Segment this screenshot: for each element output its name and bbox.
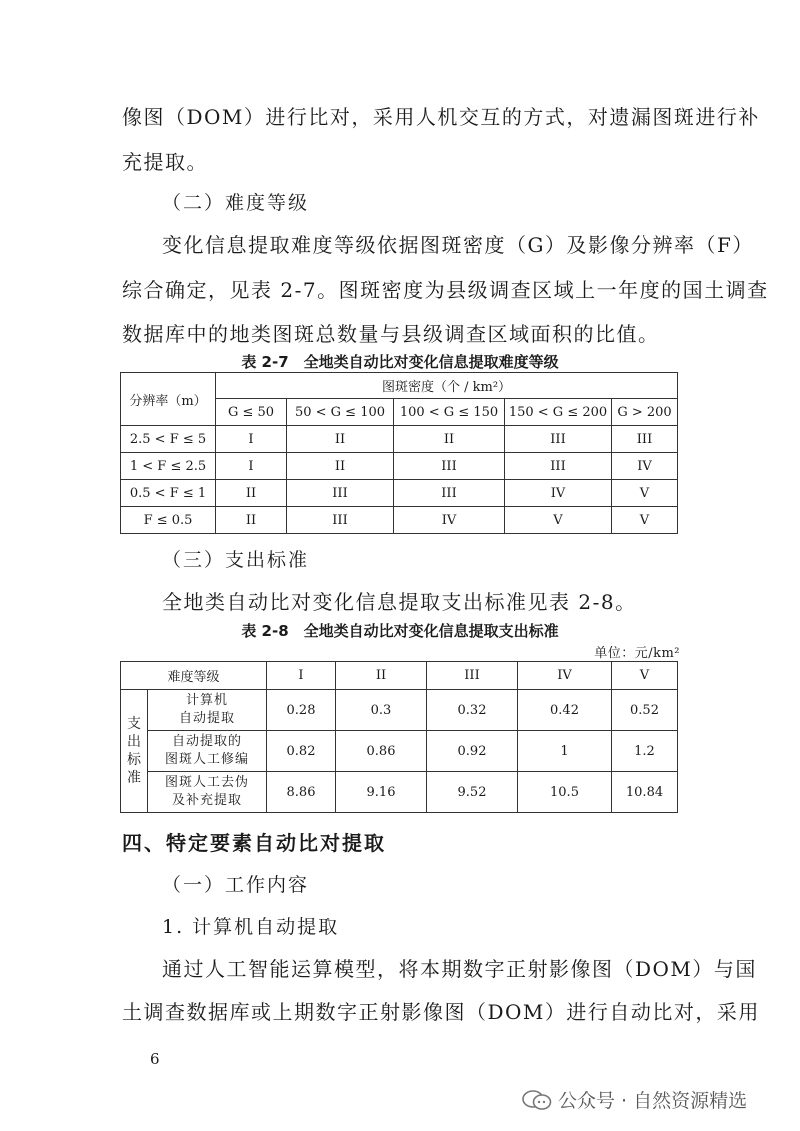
row-label-line: 自动提取的	[171, 734, 242, 749]
watermark-text: 公众号 · 自然资源精选	[558, 1090, 748, 1112]
table-row	[121, 507, 678, 534]
table-cell: 9.52	[427, 772, 518, 813]
table-row	[121, 453, 678, 480]
table-cell: III	[505, 426, 612, 453]
table-cell: III	[612, 426, 678, 453]
table-cell: 8.86	[267, 772, 336, 813]
table-row	[121, 690, 678, 731]
table-cell: V	[612, 480, 678, 507]
column-header: 50 < G ≤ 100	[287, 399, 394, 426]
table-row	[121, 480, 678, 507]
table-cell: 0.32	[427, 690, 518, 731]
table-cell: 0.28	[267, 690, 336, 731]
paragraph-line: 全地类自动比对变化信息提取支出标准见表 2-8。	[162, 590, 637, 614]
table-cell: I	[216, 453, 287, 480]
table-cell: II	[216, 480, 287, 507]
group-label-char: 标	[127, 752, 141, 768]
row-label: 2.5 < F ≤ 5	[121, 426, 216, 453]
column-header: I	[267, 662, 336, 690]
table-cell: 0.92	[427, 731, 518, 772]
table-cell: 0.52	[612, 690, 678, 731]
paragraph-line: 充提取。	[122, 150, 208, 174]
table-cell: 0.3	[336, 690, 427, 731]
difficulty-level-table	[120, 372, 678, 534]
group-label-char: 准	[127, 770, 141, 786]
column-group-density: 图斑密度（个 / km²）	[216, 373, 678, 399]
column-header: 100 < G ≤ 150	[394, 399, 505, 426]
paragraph-line: 土调查数据库或上期数字正射影像图（DOM）进行自动比对，采用	[122, 1000, 760, 1024]
table-cell: II	[287, 453, 394, 480]
section-heading-standard: （三）支出标准	[162, 549, 310, 571]
paragraph-line: 综合确定，见表 2-7。图斑密度为县级调查区域上一年度的国土调查	[122, 278, 769, 302]
table-cell: III	[287, 507, 394, 534]
table-cell: 0.82	[267, 731, 336, 772]
column-header: V	[612, 662, 678, 690]
chat-bubble-icon	[522, 1089, 552, 1111]
table-cell: IV	[612, 453, 678, 480]
row-label	[148, 772, 267, 813]
row-label-line: 图斑人工修编	[164, 752, 249, 767]
section-heading-work: （一）工作内容	[162, 874, 310, 896]
paragraph-line: 数据库中的地类图斑总数量与县级调查区域面积的比值。	[122, 322, 660, 346]
table-cell: 9.16	[336, 772, 427, 813]
column-header: G ≤ 50	[216, 399, 287, 426]
table-cell: 1.2	[612, 731, 678, 772]
table-row	[121, 731, 678, 772]
table-cell: III	[287, 480, 394, 507]
column-header: G > 200	[612, 399, 678, 426]
table-cell: I	[216, 426, 287, 453]
row-label: 1 < F ≤ 2.5	[121, 453, 216, 480]
section-heading-difficulty: （二）难度等级	[162, 192, 310, 214]
table-cell: 0.42	[518, 690, 612, 731]
group-label-expense-standard	[121, 690, 148, 813]
paragraph-line: 变化信息提取难度等级依据图斑密度（G）及影像分辨率（F）	[162, 233, 754, 257]
expense-standard-table	[120, 661, 678, 813]
row-label-line: 及补充提取	[171, 793, 242, 808]
row-label	[148, 731, 267, 772]
row-header-resolution: 分辨率（m）	[121, 373, 216, 426]
table-cell: II	[216, 507, 287, 534]
row-header-difficulty: 难度等级	[121, 662, 267, 690]
unit-note: 单位：元/km²	[594, 646, 680, 661]
table-cell: III	[394, 453, 505, 480]
table-cell: 10.84	[612, 772, 678, 813]
page-number: 6	[150, 1050, 160, 1068]
row-label	[148, 690, 267, 731]
table-row	[121, 772, 678, 813]
paragraph-line: 通过人工智能运算模型，将本期数字正射影像图（DOM）与国	[162, 957, 757, 981]
group-label-char: 出	[127, 734, 141, 750]
row-label: 0.5 < F ≤ 1	[121, 480, 216, 507]
table-cell: V	[612, 507, 678, 534]
table-cell: 1	[518, 731, 612, 772]
table-cell: II	[287, 426, 394, 453]
group-label-char: 支	[127, 716, 141, 732]
column-header: II	[336, 662, 427, 690]
table-cell: IV	[505, 480, 612, 507]
row-label-line: 图斑人工去伪	[164, 775, 249, 790]
account-watermark	[522, 1086, 747, 1113]
table-cell: III	[505, 453, 612, 480]
column-header: III	[427, 662, 518, 690]
column-header: IV	[518, 662, 612, 690]
table-cell: III	[394, 480, 505, 507]
chapter-heading: 四、特定要素自动比对提取	[122, 831, 386, 855]
subsection-heading-computer: 1. 计算机自动提取	[162, 916, 340, 938]
table-2-7-title: 表 2-7 全地类自动比对变化信息提取难度等级	[241, 353, 559, 371]
table-row	[121, 426, 678, 453]
row-label-line: 自动提取	[178, 711, 235, 726]
column-header: 150 < G ≤ 200	[505, 399, 612, 426]
table-cell: II	[394, 426, 505, 453]
table-cell: V	[505, 507, 612, 534]
table-cell: 10.5	[518, 772, 612, 813]
table-cell: IV	[394, 507, 505, 534]
table-cell: 0.86	[336, 731, 427, 772]
row-label-line: 计算机	[185, 693, 228, 708]
row-label: F ≤ 0.5	[121, 507, 216, 534]
table-2-8-title: 表 2-8 全地类自动比对变化信息提取支出标准	[241, 622, 559, 640]
paragraph-line: 像图（DOM）进行比对，采用人机交互的方式，对遗漏图斑进行补	[122, 105, 760, 129]
